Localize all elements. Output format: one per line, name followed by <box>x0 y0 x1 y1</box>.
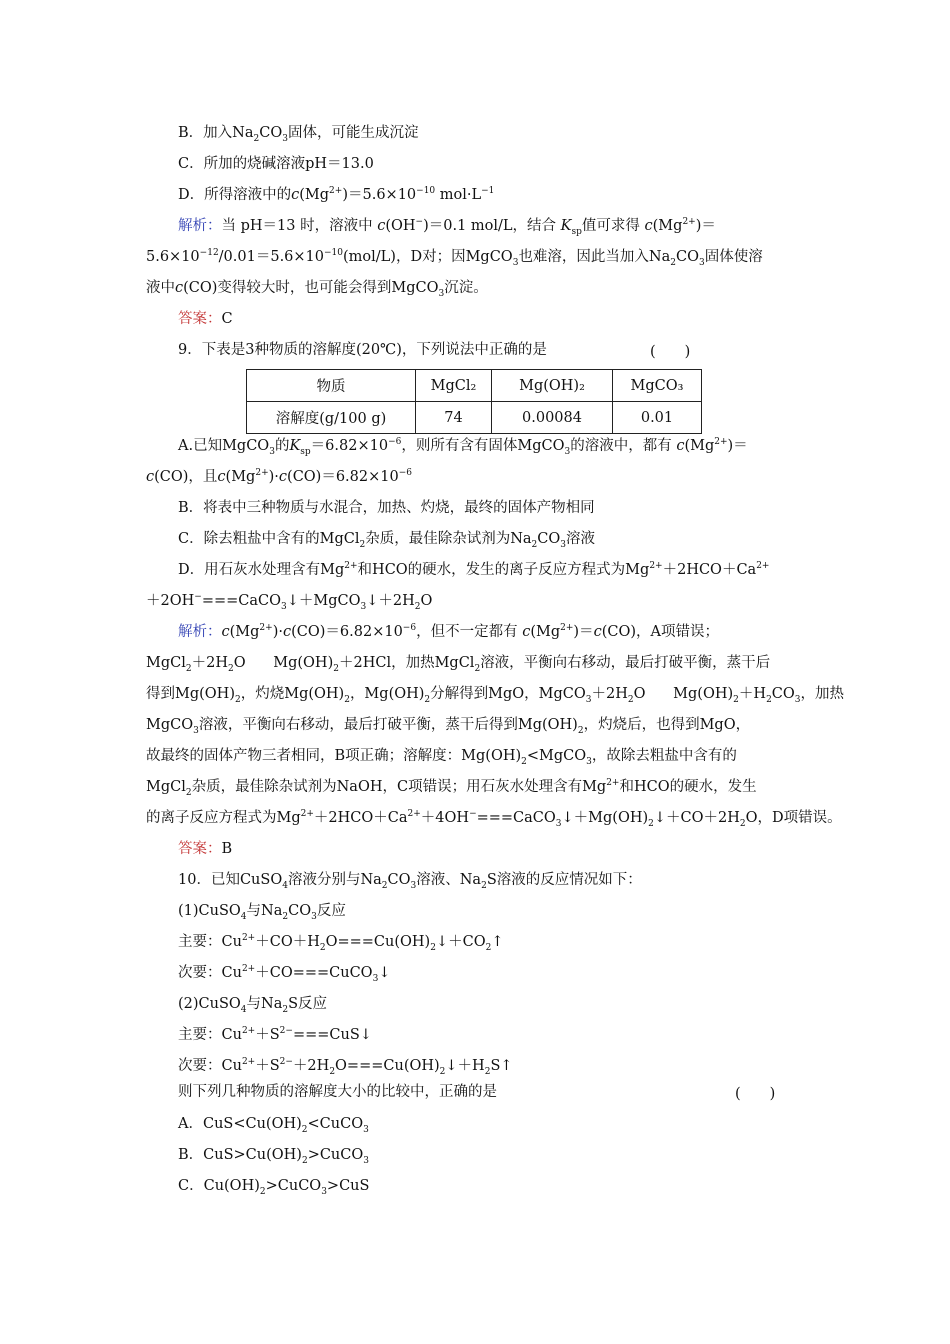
text-segment: 3 <box>363 1124 369 1135</box>
text-segment: O，D项错误。 <box>745 810 842 826</box>
text-segment: 5.6×10 <box>146 249 200 265</box>
text-segment: 2 <box>185 787 192 798</box>
text-segment: 2+ <box>606 778 620 789</box>
text-segment: 4 <box>240 1004 247 1015</box>
text-line-l16 <box>146 653 950 673</box>
text-segment: )＝0.1 mol/L，结合 <box>423 218 561 234</box>
text-segment: 2 <box>484 1066 491 1077</box>
text-segment: K <box>560 218 572 234</box>
text-line-l6 <box>146 278 950 298</box>
text-segment: (CO)变得较大时，也可能会得到MgCO <box>183 280 439 296</box>
text-segment: 故最终的固体产物三者相同，B项正确；溶解度：Mg(OH) <box>146 748 522 764</box>
text-segment: 3 <box>512 257 519 268</box>
text-segment: MgCO <box>146 717 194 733</box>
text-segment: 溶液 <box>566 531 595 547</box>
table-header-cell: 物质 <box>247 370 416 402</box>
text-segment: 2+ <box>407 809 421 820</box>
table-cell: 溶解度(g/100 g) <box>247 402 416 434</box>
text-segment: 溶液，平衡向右移动，最后打破平衡，蒸干后 <box>480 655 771 671</box>
text-line-l30 <box>178 1082 950 1102</box>
text-segment: ↓＋Mg(OH) <box>561 810 649 826</box>
text-segment: 2+ <box>255 468 269 479</box>
text-segment: 3 <box>699 257 705 268</box>
text-segment: ，灼烧Mg(OH) <box>240 686 345 702</box>
text-segment: ，则所有含有固体MgCO <box>401 438 565 454</box>
text-segment: −12 <box>199 248 219 259</box>
text-segment: c <box>175 280 184 296</box>
text-segment: 杂质，最佳除杂试剂为Na <box>365 531 532 547</box>
text-segment: 也难溶，因此当加入Na <box>518 249 671 265</box>
text-line-l31 <box>178 1114 950 1134</box>
table-header-cell: MgCO₃ <box>613 370 702 402</box>
text-segment: 3 <box>321 1186 327 1197</box>
text-segment: ↓＋MgCO <box>286 593 361 609</box>
text-segment: − <box>194 592 202 603</box>
text-segment: 与Na <box>246 903 283 919</box>
text-segment: c <box>676 438 685 454</box>
text-segment: <MgCO <box>526 748 587 764</box>
text-segment: 2 <box>301 1124 308 1135</box>
text-segment: )＝5.6×10 <box>342 187 417 203</box>
text-segment: 2+ <box>241 964 256 975</box>
text-segment: 2 <box>474 663 481 674</box>
text-segment: /0.01＝5.6×10 <box>218 249 325 265</box>
text-line-l9 <box>178 436 950 456</box>
text-segment: 2 <box>282 911 289 922</box>
text-segment: 2 <box>185 663 192 674</box>
text-segment: c <box>146 469 155 485</box>
text-segment: (CO)＝6.82×10 <box>291 624 403 640</box>
text-segment: O===Cu(OH) <box>325 934 431 950</box>
text-segment: 的 <box>274 438 290 454</box>
text-line-l29 <box>178 1056 950 1076</box>
text-segment: 2 <box>282 1004 289 1015</box>
text-segment: 与Na <box>246 996 283 1012</box>
table-header-cell: MgCl₂ <box>416 370 492 402</box>
text-segment: ，但不一定都有 <box>416 624 523 640</box>
text-segment: CO <box>771 686 795 702</box>
text-segment: ===CuS↓ <box>292 1027 372 1043</box>
text-segment: 值可求得 <box>581 218 645 234</box>
text-line-l8 <box>178 340 950 360</box>
text-segment: 固体，可能生成沉淀 <box>287 125 419 141</box>
text-segment: ===CaCO <box>201 593 281 609</box>
text-segment: c <box>644 218 653 234</box>
text-segment: B <box>221 841 233 857</box>
text-line-l7 <box>178 309 950 329</box>
text-segment: 3 <box>280 601 287 612</box>
text-segment: ↓＋CO <box>435 934 486 950</box>
table-cell: 74 <box>416 402 492 434</box>
text-segment: 2+ <box>259 623 273 634</box>
text-line-l1 <box>178 123 950 143</box>
text-line-l25 <box>178 932 950 952</box>
text-segment: mol·L <box>435 187 482 203</box>
text-segment: O Mg(OH) <box>233 655 334 671</box>
text-segment: 9．下表是3种物质的溶解度(20℃)，下列说法中正确的是 <box>178 342 547 358</box>
text-segment: )＝ <box>573 624 594 640</box>
text-segment: (Mg <box>225 469 256 485</box>
text-segment: ＋2H <box>292 1058 330 1074</box>
text-segment: (CO)＝6.82×10 <box>287 469 399 485</box>
text-segment: 2 <box>766 694 772 705</box>
text-segment: (Mg <box>652 218 683 234</box>
table-row <box>247 402 702 434</box>
text-segment: )＝ <box>727 438 748 454</box>
text-segment: CO <box>676 249 699 265</box>
text-segment: MgCl <box>146 779 186 795</box>
text-segment: >CuCO <box>307 1147 364 1163</box>
text-segment: 溶液、Na <box>416 872 482 888</box>
text-segment: 4 <box>282 880 288 891</box>
q10-answer-blank: ( ) <box>735 1086 776 1102</box>
text-segment: ＋CO＋H <box>255 934 320 950</box>
solubility-table <box>246 369 702 434</box>
text-segment: 3 <box>193 725 199 736</box>
text-segment: 2 <box>481 880 487 891</box>
text-segment: 2 <box>739 818 746 829</box>
text-segment: ↓＋2H <box>366 593 415 609</box>
text-segment: 沉淀。 <box>444 280 488 296</box>
q9-answer-blank: ( ) <box>650 344 691 360</box>
text-segment: S反应 <box>288 996 328 1012</box>
text-segment: ＋2HCl，加热MgCl <box>338 655 475 671</box>
text-segment: 反应 <box>316 903 346 919</box>
text-segment: sp <box>300 446 311 457</box>
text-segment: B．将表中三种物质与水混合，加热、灼烧，最终的固体产物相同 <box>178 500 595 516</box>
text-segment: 10．已知CuSO <box>178 872 283 888</box>
table-header-cell: Mg(OH)₂ <box>492 370 613 402</box>
text-line-l24 <box>178 901 950 921</box>
text-line-l33 <box>178 1176 950 1196</box>
text-segment: ＋2H <box>591 686 628 702</box>
text-segment: 3 <box>282 133 288 144</box>
text-segment: B．加入Na <box>178 125 254 141</box>
text-segment: c <box>278 469 288 485</box>
text-segment: ＝6.82×10 <box>310 438 389 454</box>
text-segment: )· <box>268 469 279 485</box>
text-segment: 2 <box>521 756 527 767</box>
table-cell: 0.00084 <box>492 402 613 434</box>
text-segment: C．所加的烧碱溶液pH＝13.0 <box>178 156 374 172</box>
text-segment: − <box>415 217 424 228</box>
text-segment: 2 <box>234 694 241 705</box>
text-segment: A.已知MgCO <box>178 438 270 454</box>
text-segment: 固体使溶 <box>704 249 763 265</box>
answer-label: 答案： <box>178 841 222 857</box>
text-segment: 3 <box>585 694 592 705</box>
text-segment: S↑ <box>490 1058 513 1074</box>
text-line-l4 <box>178 216 950 236</box>
text-segment: MgCl <box>146 655 186 671</box>
text-segment: 杂质，最佳除杂试剂为NaOH，C项错误；用石灰水处理含有Mg <box>191 779 607 795</box>
text-segment: 2 <box>329 1066 336 1077</box>
text-segment: −6 <box>402 623 417 634</box>
analysis-label: 解析： <box>178 624 222 640</box>
text-segment: 主要：Cu <box>178 1027 242 1043</box>
text-segment: 3 <box>269 446 275 457</box>
text-segment: 2+ <box>344 561 358 572</box>
text-line-l21 <box>146 808 950 828</box>
text-segment: ↓＋CO＋2H <box>653 810 740 826</box>
text-line-l3 <box>178 185 950 205</box>
text-line-l12 <box>178 529 950 549</box>
text-segment: ＋4OH <box>420 810 470 826</box>
text-segment: A．CuS<Cu(OH) <box>178 1116 302 1132</box>
text-segment: −1 <box>481 186 495 197</box>
text-segment: c <box>522 624 531 640</box>
text-segment: 则下列几种物质的溶解度大小的比较中，正确的是 <box>178 1084 497 1100</box>
text-segment: 2 <box>344 694 350 705</box>
text-segment: 和HCO的硬水，发生 <box>619 779 757 795</box>
text-segment: B．CuS>Cu(OH) <box>178 1147 302 1163</box>
text-segment: ＋H <box>738 686 767 702</box>
text-segment: −10 <box>416 186 436 197</box>
text-segment: 2 <box>319 942 326 953</box>
text-segment: 的离子反应方程式为Mg <box>146 810 301 826</box>
text-segment: 2+ <box>714 437 728 448</box>
text-segment: 得到Mg(OH) <box>146 686 235 702</box>
text-segment: D．用石灰水处理含有Mg <box>178 562 345 578</box>
text-segment: 2+ <box>682 217 696 228</box>
text-segment: 3 <box>410 880 417 891</box>
text-segment: 2+ <box>649 561 663 572</box>
text-segment: −10 <box>324 248 344 259</box>
text-segment: 2− <box>279 1026 293 1037</box>
text-segment: 2 <box>648 818 654 829</box>
text-segment: ，加热 <box>800 686 845 702</box>
text-line-l10 <box>146 467 950 487</box>
text-line-l26 <box>178 963 950 983</box>
text-segment: 当 pH＝13 时，溶液中 <box>221 218 378 234</box>
text-segment: (1)CuSO <box>178 903 241 919</box>
text-segment: −6 <box>398 468 412 479</box>
text-segment: ，故除去粗盐中含有的 <box>591 748 737 764</box>
table-header-row <box>247 370 702 402</box>
text-segment: C．除去粗盐中含有的MgCl <box>178 531 360 547</box>
text-segment: (2)CuSO <box>178 996 241 1012</box>
text-line-l22 <box>178 839 950 859</box>
text-line-l27 <box>178 994 950 1014</box>
text-segment: 2+ <box>241 1026 256 1037</box>
text-segment: 3 <box>564 446 571 457</box>
text-segment: 2 <box>670 257 677 268</box>
text-segment: ↓＋H <box>445 1058 485 1074</box>
text-segment: (Mg <box>684 438 715 454</box>
text-segment: ＋CO===CuCO <box>255 965 373 981</box>
text-segment: (Mg <box>299 187 330 203</box>
text-segment: 2 <box>259 1186 266 1197</box>
text-segment: c <box>291 187 300 203</box>
text-segment: ↑ <box>491 934 504 950</box>
text-line-l19 <box>146 746 950 766</box>
text-segment: O Mg(OH) <box>633 686 734 702</box>
text-segment: O <box>420 593 433 609</box>
text-segment: 2+ <box>300 809 314 820</box>
text-line-l23 <box>178 870 950 890</box>
text-segment: )＝ <box>695 218 716 234</box>
text-segment: (CO)，且 <box>154 469 218 485</box>
text-segment: 2+ <box>241 933 256 944</box>
text-segment: ===CaCO <box>476 810 556 826</box>
text-segment: CO <box>387 872 411 888</box>
text-segment: 2 <box>253 133 260 144</box>
text-line-l15 <box>178 622 950 642</box>
text-segment: 2 <box>301 1155 308 1166</box>
text-segment: ＋2HCO＋Ca <box>662 562 757 578</box>
text-segment: 2+ <box>241 1057 256 1068</box>
text-line-l2 <box>178 154 950 174</box>
text-segment: 2 <box>227 663 234 674</box>
text-segment: 3 <box>360 601 367 612</box>
text-segment: C <box>221 311 233 327</box>
text-segment: ＋S <box>255 1027 280 1043</box>
text-segment: c <box>593 624 602 640</box>
text-segment: 2 <box>359 539 366 550</box>
text-segment: C．Cu(OH) <box>178 1178 260 1194</box>
text-segment: c <box>217 469 226 485</box>
text-segment: 溶液分别与Na <box>287 872 382 888</box>
text-segment: K <box>289 438 301 454</box>
text-line-l5 <box>146 247 950 267</box>
text-segment: 2 <box>439 1066 446 1077</box>
text-segment: c <box>221 624 230 640</box>
text-segment: 3 <box>560 539 566 550</box>
text-segment: (CO)，A项错误； <box>601 624 719 640</box>
text-segment: (mol/L)，D对；因MgCO <box>343 249 513 265</box>
text-segment: 2 <box>333 663 339 674</box>
text-segment: 2 <box>424 694 431 705</box>
text-segment: >CuCO <box>265 1178 322 1194</box>
text-segment: 3 <box>363 1155 369 1166</box>
text-segment: 次要：Cu <box>178 1058 242 1074</box>
text-segment: 2+ <box>756 561 770 572</box>
text-segment: <CuCO <box>307 1116 364 1132</box>
text-segment: 2 <box>577 725 584 736</box>
text-segment: 2 <box>381 880 388 891</box>
text-segment: 分解得到MgO，MgCO <box>430 686 586 702</box>
text-segment: 液中 <box>146 280 175 296</box>
analysis-label: 解析： <box>178 218 222 234</box>
text-segment: 溶液，平衡向右移动，最后打破平衡，蒸干后得到Mg(OH) <box>198 717 578 733</box>
table-cell: 0.01 <box>613 402 702 434</box>
text-segment: 3 <box>372 973 379 984</box>
text-segment: ＋2H <box>191 655 228 671</box>
text-segment: 3 <box>794 694 801 705</box>
text-line-l32 <box>178 1145 950 1165</box>
text-segment: (Mg <box>530 624 561 640</box>
text-segment: 2− <box>279 1057 293 1068</box>
text-segment: 2 <box>627 694 634 705</box>
text-segment: 和HCO的硬水，发生的离子反应方程式为Mg <box>357 562 650 578</box>
text-segment: S溶液的反应情况如下： <box>486 872 642 888</box>
text-segment: 2+ <box>560 623 574 634</box>
text-segment: 主要：Cu <box>178 934 242 950</box>
text-segment: 2 <box>531 539 538 550</box>
text-line-l17 <box>146 684 950 704</box>
text-line-l11 <box>178 498 950 518</box>
text-segment: 3 <box>438 288 445 299</box>
text-segment: ＋2OH <box>146 593 195 609</box>
text-segment: O===Cu(OH) <box>335 1058 440 1074</box>
text-line-l28 <box>178 1025 950 1045</box>
text-segment: − <box>469 809 477 820</box>
text-segment: 4 <box>240 911 247 922</box>
text-segment: (OH <box>385 218 416 234</box>
text-segment: 2 <box>733 694 739 705</box>
text-line-l13 <box>178 560 950 580</box>
text-segment: ，灼烧后，也得到MgO， <box>583 717 751 733</box>
text-segment: c <box>282 624 292 640</box>
text-segment: ＋S <box>255 1058 280 1074</box>
text-segment: −6 <box>388 437 402 448</box>
text-segment: c <box>377 218 386 234</box>
text-segment: (Mg <box>229 624 260 640</box>
text-segment: D．所得溶液中的 <box>178 187 292 203</box>
text-segment: ，Mg(OH) <box>349 686 425 702</box>
answer-label: 答案： <box>178 311 222 327</box>
text-segment: >CuS <box>326 1178 370 1194</box>
text-line-l14 <box>146 591 950 611</box>
text-segment: sp <box>571 226 582 237</box>
text-line-l18 <box>146 715 950 735</box>
text-segment: CO <box>259 125 283 141</box>
text-segment: 2+ <box>329 186 343 197</box>
text-segment: 3 <box>586 756 592 767</box>
text-segment: 2 <box>485 942 492 953</box>
text-line-l20 <box>146 777 950 797</box>
text-segment: CO <box>537 531 561 547</box>
text-segment: )· <box>272 624 283 640</box>
text-segment: ↓ <box>378 965 391 981</box>
text-segment: 次要：Cu <box>178 965 242 981</box>
text-segment: 3 <box>555 818 562 829</box>
text-segment: ＋2HCO＋Ca <box>313 810 408 826</box>
text-segment: CO <box>288 903 312 919</box>
text-segment: 3 <box>311 911 317 922</box>
text-segment: 的溶液中，都有 <box>570 438 677 454</box>
text-segment: 2 <box>414 601 421 612</box>
text-segment: 2 <box>430 942 436 953</box>
